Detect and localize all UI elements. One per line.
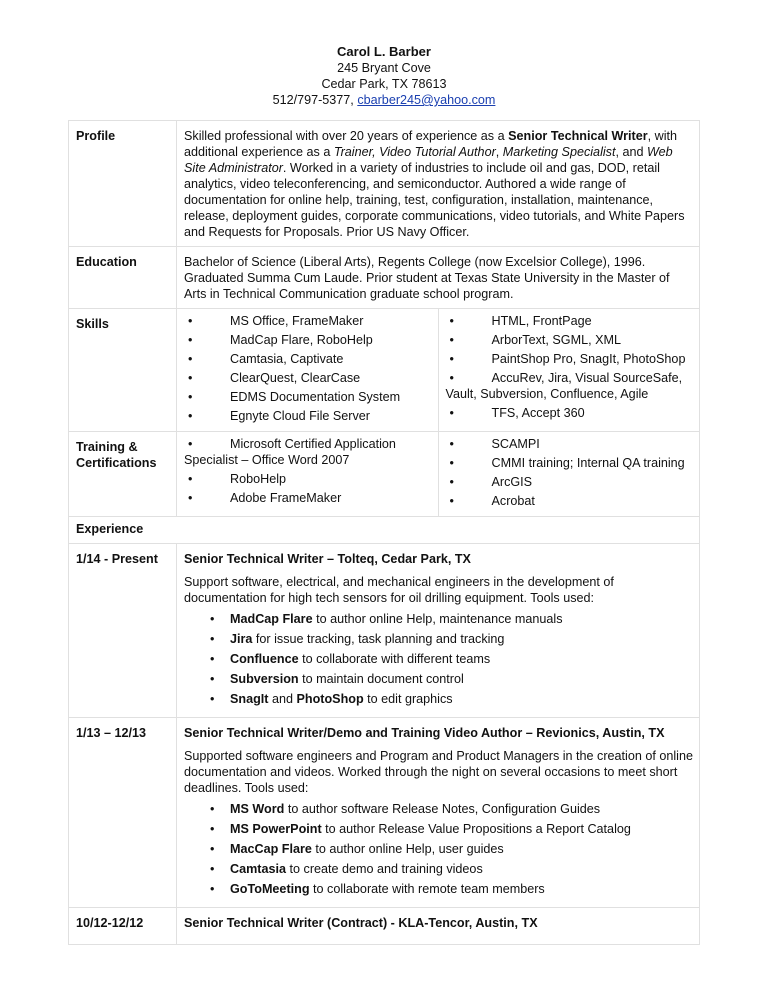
list-item (184, 313, 432, 329)
section-label: Profile (69, 121, 177, 247)
tool-use: to collaborate with remote team members (309, 882, 545, 896)
item-text: Adobe FrameMaker (230, 491, 342, 505)
tool-use: to edit graphics (363, 692, 453, 706)
bullet-icon: • (210, 882, 215, 896)
tool-name: SnagIt (230, 692, 269, 706)
resume-table (68, 120, 700, 945)
bullet-icon: • (449, 333, 454, 347)
tool-name: MacCap Flare (230, 842, 312, 856)
bullet-icon: • (449, 352, 454, 366)
bullet-icon: • (210, 612, 215, 626)
training-left (177, 432, 439, 517)
tool-name: Camtasia (230, 862, 287, 876)
tool-name: MS PowerPoint (230, 822, 322, 836)
education-row (69, 247, 700, 309)
list-item (184, 671, 693, 687)
list-item (446, 474, 694, 490)
tool-name: MadCap Flare (230, 612, 313, 626)
address-line-2: Cedar Park, TX 78613 (321, 77, 447, 91)
bullet-icon: • (449, 406, 454, 420)
tool-name: PhotoShop (296, 692, 364, 706)
list-item (184, 651, 693, 667)
job-title: Senior Technical Writer – Tolteq, Cedar Park, TX (184, 552, 471, 566)
bullet-icon: • (188, 352, 193, 366)
bullet-icon: • (188, 437, 193, 451)
job-row (69, 718, 700, 908)
bullet-icon: • (210, 632, 215, 646)
tool-use: for issue tracking, task planning and tracking (252, 632, 505, 646)
bullet-icon: • (188, 472, 193, 486)
tool-use: to author software Release Notes, Configuration Guides (284, 802, 601, 816)
list-item (446, 332, 694, 348)
list-item (446, 370, 694, 402)
job-title: Senior Technical Writer/Demo and Training Video Author – Revionics, Austin, TX (184, 726, 665, 740)
list-item (446, 455, 694, 471)
tool-use: to author online Help, maintenance manuals (312, 612, 563, 626)
tool-use: to collaborate with different teams (298, 652, 491, 666)
item-text: PaintShop Pro, SnagIt, PhotoShop (491, 352, 686, 366)
bullet-icon: • (449, 437, 454, 451)
skills-left (177, 309, 439, 432)
bullet-icon: • (210, 652, 215, 666)
experience-header-row (69, 517, 700, 544)
item-text: SCAMPI (491, 437, 540, 451)
bullet-icon: • (210, 842, 215, 856)
bullet-icon: • (188, 333, 193, 347)
item-text: ClearQuest, ClearCase (230, 371, 361, 385)
list-item (184, 490, 432, 506)
job-row (69, 908, 700, 945)
bullet-icon: • (449, 371, 454, 385)
bullet-icon: • (449, 314, 454, 328)
bullet-icon: • (449, 494, 454, 508)
item-text: ArborText, SGML, XML (491, 333, 621, 347)
bullet-icon: • (210, 692, 215, 706)
item-text: CMMI training; Internal QA training (491, 456, 685, 470)
job-dates: 1/14 - Present (69, 544, 177, 718)
item-text: HTML, FrontPage (491, 314, 592, 328)
candidate-name: Carol L. Barber (337, 44, 431, 59)
tool-name: Jira (230, 632, 253, 646)
address-line-1: 245 Bryant Cove (337, 61, 431, 75)
list-item (184, 370, 432, 386)
list-item (184, 821, 693, 837)
contact-header (0, 44, 768, 108)
profile-text: Skilled professional with over 20 years of experience as a Senior Technical Writer, with additional experience as a Trainer, Video Tutorial Author, Marketing Specialist, and Web Site Administrator. Worked in a variety of industries to include oil and gas, DOD, retail analytics, video teleconferencing, and semiconductor. Authored a wide range of documentation for online help, training, test, configuration, installation, maintenance, release, deployment guides, corporate communications, video tutorials, and White Papers and Requests for Proposals. Prior US Navy Officer. (177, 121, 700, 247)
bullet-icon: • (210, 802, 215, 816)
bullet-icon: • (449, 456, 454, 470)
training-row (69, 432, 700, 517)
education-text: Bachelor of Science (Liberal Arts), Regents College (now Excelsior College), 1996. Graduated Summa Cum Laude. Prior student at Texas State University in the Master of Arts in Technical Communication graduate school program. (177, 247, 700, 309)
item-text: Microsoft Certified Application Specialist – Office Word 2007 (184, 437, 396, 467)
bullet-icon: • (449, 475, 454, 489)
skills-right (438, 309, 700, 432)
list-item (184, 471, 432, 487)
tool-use: and (268, 692, 297, 706)
job-details (177, 908, 700, 945)
bullet-icon: • (188, 409, 193, 423)
bullet-icon: • (210, 672, 215, 686)
email-link[interactable]: cbarber245@yahoo.com (357, 93, 496, 107)
item-text: MadCap Flare, RoboHelp (230, 333, 373, 347)
tool-use: to maintain document control (298, 672, 464, 686)
tool-name: Subversion (230, 672, 299, 686)
list-item (184, 351, 432, 367)
job-dates: 10/12-12/12 (69, 908, 177, 945)
tool-name: Confluence (230, 652, 299, 666)
section-label: Education (69, 247, 177, 309)
tool-use: to author Release Value Propositions a Report Catalog (321, 822, 631, 836)
profile-row (69, 121, 700, 247)
list-item (446, 436, 694, 452)
bullet-icon: • (210, 862, 215, 876)
item-text: Camtasia, Captivate (230, 352, 344, 366)
list-item (184, 436, 432, 468)
section-label: Skills (69, 309, 177, 432)
item-text: EDMS Documentation System (230, 390, 401, 404)
list-item (446, 405, 694, 421)
list-item (184, 881, 693, 897)
tool-use: to author online Help, user guides (311, 842, 504, 856)
list-item (184, 691, 693, 707)
section-label: Experience (69, 517, 700, 544)
tools-list (184, 611, 693, 707)
bullet-icon: • (210, 822, 215, 836)
list-item (184, 841, 693, 857)
list-item (184, 332, 432, 348)
item-text: TFS, Accept 360 (491, 406, 585, 420)
list-item (446, 493, 694, 509)
bullet-icon: • (188, 491, 193, 505)
list-item (184, 801, 693, 817)
bullet-icon: • (188, 390, 193, 404)
item-text: RoboHelp (230, 472, 287, 486)
job-description: Supported software engineers and Program and Product Managers in the creation of online documentation and videos. Worked through the night on several occasions to meet short deadlines. Tools used: (184, 749, 693, 795)
job-details (177, 718, 700, 908)
list-item (184, 408, 432, 424)
section-label: Training & Certifications (69, 432, 177, 517)
item-text: Acrobat (491, 494, 535, 508)
skills-row (69, 309, 700, 432)
tools-list (184, 801, 693, 897)
item-text: ArcGIS (491, 475, 533, 489)
job-dates: 1/13 – 12/13 (69, 718, 177, 908)
list-item (446, 351, 694, 367)
item-text: Egnyte Cloud File Server (230, 409, 370, 423)
job-title: Senior Technical Writer (Contract) - KLA-Tencor, Austin, TX (184, 916, 538, 930)
job-row (69, 544, 700, 718)
list-item (446, 313, 694, 329)
phone: 512/797-5377, (272, 93, 354, 107)
tool-use: to create demo and training videos (286, 862, 483, 876)
list-item (184, 861, 693, 877)
training-right (438, 432, 700, 517)
list-item (184, 611, 693, 627)
tool-name: GoToMeeting (230, 882, 310, 896)
bullet-icon: • (188, 314, 193, 328)
bullet-icon: • (188, 371, 193, 385)
tool-name: MS Word (230, 802, 285, 816)
list-item (184, 631, 693, 647)
job-description: Support software, electrical, and mechanical engineers in the development of documentation for high tech sensors for oil drilling equipment. Tools used: (184, 575, 614, 605)
job-details (177, 544, 700, 718)
item-text: MS Office, FrameMaker (230, 314, 364, 328)
item-text: AccuRev, Jira, Visual SourceSafe, Vault, Subversion, Confluence, Agile (445, 371, 683, 401)
list-item (184, 389, 432, 405)
